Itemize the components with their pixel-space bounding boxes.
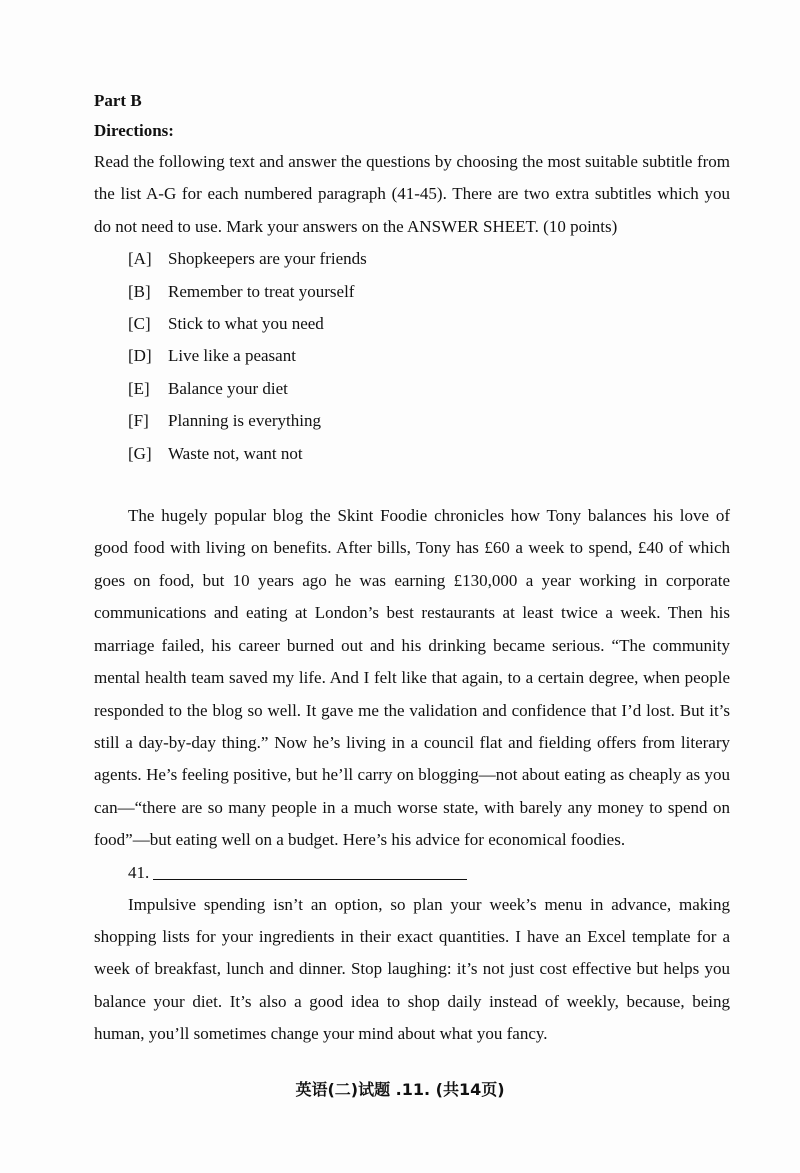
intro-paragraph: The hugely popular blog the Skint Foodie chronicles how Tony balances his love of good food with living on benefits. After bills, Tony has £60 a week to spend, £40 of which goes on food, but 10 years ago he was earning £130,000 a year working in corporate communications and eating at London’s best restaurants at least twice a week. Then his marriage failed, his career burned out and his drinking became serious. “The community mental health team saved my life. And I felt like that again, to a certain degree, when people responded to the blog so well. It gave me the validation and confidence that I’d lost. But it’s still a day-by-day thing.” Now he’s living in a council flat and fielding offers from literary agents. He’s feeling positive, but he’ll carry on blogging—not about eating as cheaply as you can—“there are so many people in a much worse state, with barely any money to spend on food”—but eating well on a budget. Here’s his advice for economical foodies. <box>94 506 730 850</box>
part-title: Part B <box>94 91 142 110</box>
question-number: 41. <box>128 862 150 882</box>
option-letter: [E] <box>128 378 150 398</box>
option-letter: [G] <box>128 443 152 463</box>
page-content <box>94 88 730 1051</box>
option-b <box>128 276 730 308</box>
directions-text: Read the following text and answer the questions by choosing the most suitable subtitle from the list A-G for each numbered paragraph (41-45). There are two extra subtitles which you do not need to use. Mark your answers on the ANSWER SHEET. (10 points) <box>94 152 730 236</box>
directions-title: Directions: <box>94 121 174 140</box>
option-text: Balance your diet <box>168 378 288 398</box>
page-footer: 英语(二)试题 .11. (共14页) <box>295 1080 505 1099</box>
option-d <box>128 340 730 372</box>
option-text: Waste not, want not <box>168 443 303 463</box>
option-f <box>128 405 730 437</box>
option-letter: [B] <box>128 281 151 301</box>
option-text: Planning is everything <box>168 411 321 431</box>
option-text: Remember to treat yourself <box>168 281 355 301</box>
option-letter: [C] <box>128 314 151 334</box>
option-letter: [A] <box>128 249 152 269</box>
option-g <box>128 438 730 470</box>
option-e <box>128 373 730 405</box>
option-c <box>128 308 730 340</box>
answer-blank-line[interactable] <box>153 861 467 880</box>
option-a <box>128 243 730 275</box>
option-letter: [D] <box>128 346 152 366</box>
option-letter: [F] <box>128 411 149 431</box>
option-text: Stick to what you need <box>168 314 324 334</box>
option-text: Live like a peasant <box>168 346 296 366</box>
subtitle-options-list <box>94 243 730 470</box>
question-41-row <box>94 857 730 889</box>
paragraph-41: Impulsive spending isn’t an option, so plan your week’s menu in advance, making shopping lists for your ingredients in their exact quantities. I have an Excel template for a week of breakfast, lunch and dinner. Stop laughing: it’s not just cost effective but helps you balance your diet. It’s also a good idea to shop daily instead of weekly, because, being human, you’ll sometimes change your mind about what you fancy. <box>94 894 730 1044</box>
option-text: Shopkeepers are your friends <box>168 249 367 269</box>
